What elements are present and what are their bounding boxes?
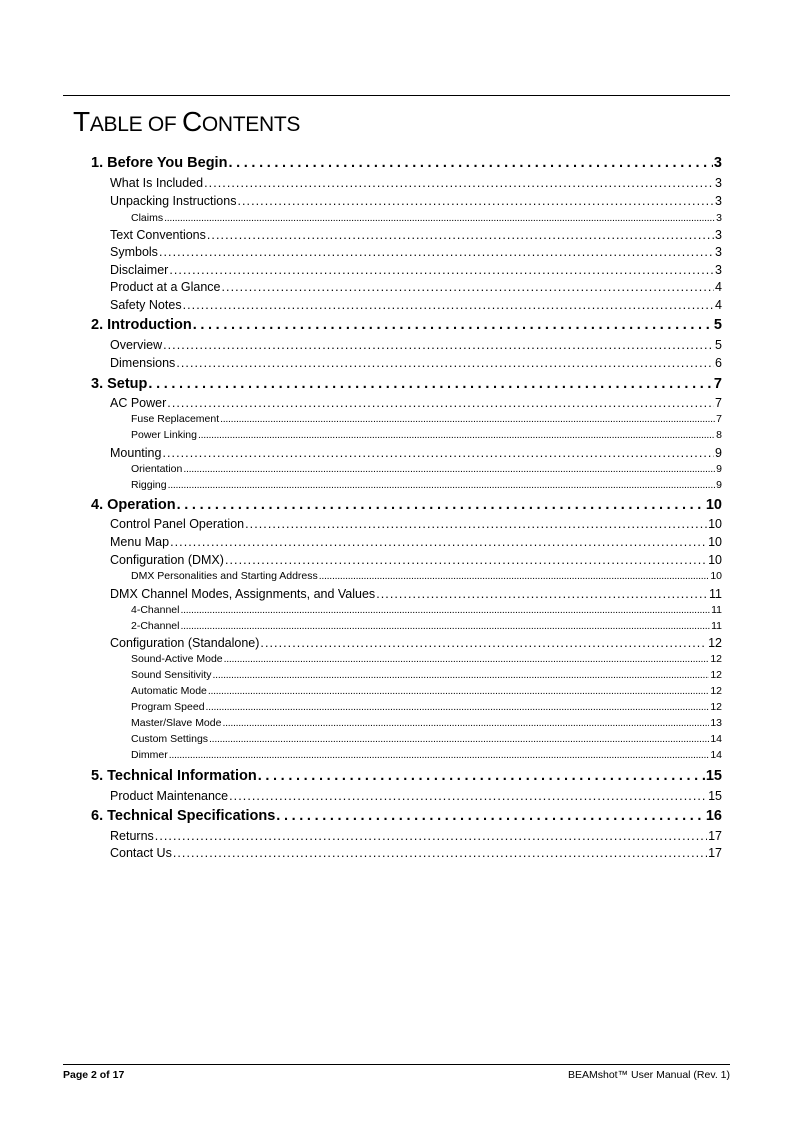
toc-entry-label: Master/Slave Mode — [131, 717, 222, 729]
toc-entry-label: Returns — [110, 829, 154, 843]
toc-entry-label: Product Maintenance — [110, 789, 229, 803]
toc-entry-level-2[interactable] — [110, 176, 722, 192]
toc-entry-page: 12 — [710, 669, 722, 681]
toc-dot-leader — [237, 194, 714, 208]
toc-entry-level-2[interactable] — [110, 636, 722, 652]
toc-dot-leader — [164, 212, 715, 224]
toc-dot-leader — [169, 749, 710, 761]
toc-entry-level-3[interactable] — [131, 570, 722, 583]
toc-dot-leader — [163, 338, 714, 352]
toc-dot-leader — [228, 155, 712, 171]
toc-entry-level-3[interactable] — [131, 717, 722, 730]
toc-entry-label: Unpacking Instructions — [110, 194, 237, 208]
toc-entry-page: 5 — [715, 338, 722, 352]
toc-entry-label: Program Speed — [131, 701, 205, 713]
toc-dot-leader — [319, 570, 710, 582]
toc-dot-leader — [224, 653, 710, 665]
toc-entry-page: 7 — [713, 376, 722, 392]
toc-entry-label: Power Linking — [131, 429, 197, 441]
toc-entry-label: What Is Included — [110, 176, 204, 190]
toc-entry-label: Text Conventions — [110, 228, 206, 242]
toc-entry-page: 12 — [710, 685, 722, 697]
toc-dot-leader — [260, 636, 707, 650]
toc-entry-level-1[interactable] — [91, 808, 722, 826]
toc-entry-label: Dimmer — [131, 749, 168, 761]
toc-entry-page: 10 — [708, 553, 722, 567]
toc-entry-page: 3 — [715, 263, 722, 277]
toc-entry-level-2[interactable] — [110, 356, 722, 372]
toc-dot-leader — [198, 429, 715, 441]
toc-entry-page: 12 — [708, 636, 722, 650]
toc-entry-label: 1. Before You Begin — [91, 155, 228, 171]
toc-entry-level-3[interactable] — [131, 479, 722, 492]
toc-entry-level-1[interactable] — [91, 317, 722, 335]
page-title — [73, 106, 300, 141]
toc-entry-level-3[interactable] — [131, 685, 722, 698]
toc-entry-level-2[interactable] — [110, 587, 722, 603]
toc-entry-level-2[interactable] — [110, 553, 722, 569]
toc-entry-level-3[interactable] — [131, 620, 722, 633]
toc-entry-level-1[interactable] — [91, 768, 722, 786]
toc-entry-label: Rigging — [131, 479, 167, 491]
toc-entry-label: 2. Introduction — [91, 317, 192, 333]
toc-dot-leader — [225, 553, 707, 567]
toc-dot-leader — [222, 717, 709, 729]
toc-entry-label: Contact Us — [110, 846, 172, 860]
toc-entry-label: 4-Channel — [131, 604, 180, 616]
toc-entry-label: Custom Settings — [131, 733, 209, 745]
toc-entry-label: Configuration (DMX) — [110, 553, 224, 567]
toc-dot-leader — [170, 535, 707, 549]
toc-entry-page: 9 — [716, 463, 722, 475]
toc-dot-leader — [206, 701, 710, 713]
toc-entry-level-3[interactable] — [131, 733, 722, 746]
toc-entry-page: 3 — [715, 194, 722, 208]
toc-entry-page: 12 — [710, 653, 722, 665]
toc-entry-page: 7 — [716, 413, 722, 425]
toc-dot-leader — [193, 317, 713, 333]
toc-entry-page: 10 — [708, 535, 722, 549]
toc-entry-page: 3 — [715, 176, 722, 190]
toc-dot-leader — [229, 789, 707, 803]
toc-entry-level-2[interactable] — [110, 846, 722, 862]
toc-entry-level-1[interactable] — [91, 497, 722, 515]
toc-entry-level-3[interactable] — [131, 701, 722, 714]
toc-entry-page: 10 — [705, 497, 722, 513]
toc-dot-leader — [276, 808, 705, 824]
toc-entry-label: Automatic Mode — [131, 685, 207, 697]
toc-entry-page: 10 — [710, 570, 722, 582]
toc-dot-leader — [183, 463, 715, 475]
toc-entry-label: Disclaimer — [110, 263, 169, 277]
toc-entry-page: 9 — [716, 479, 722, 491]
title-initial-t: T — [73, 106, 90, 137]
toc-entry-level-2[interactable] — [110, 446, 722, 462]
toc-entry-level-2[interactable] — [110, 789, 722, 805]
toc-entry-label: AC Power — [110, 396, 167, 410]
toc-entry-label: 5. Technical Information — [91, 768, 257, 784]
toc-entry-level-2[interactable] — [110, 280, 722, 296]
toc-entry-label: Safety Notes — [110, 298, 182, 312]
toc-entry-level-2[interactable] — [110, 298, 722, 314]
toc-dot-leader — [204, 176, 714, 190]
title-part-2: ONTENTS — [201, 113, 301, 136]
toc-entry-page: 4 — [715, 280, 722, 294]
toc-entry-level-3[interactable] — [131, 413, 722, 426]
toc-entry-page: 3 — [715, 228, 722, 242]
toc-entry-label: Fuse Replacement — [131, 413, 220, 425]
toc-entry-level-2[interactable] — [110, 535, 722, 551]
toc-entry-level-3[interactable] — [131, 212, 722, 225]
toc-entry-label: Dimensions — [110, 356, 176, 370]
toc-entry-level-3[interactable] — [131, 749, 722, 762]
toc-entry-label: Claims — [131, 212, 164, 224]
toc-entry-label: Sound Sensitivity — [131, 669, 212, 681]
toc-dot-leader — [180, 620, 710, 632]
toc-entry-label: Symbols — [110, 245, 158, 259]
toc-entry-level-1[interactable] — [91, 376, 722, 394]
toc-entry-label: Menu Map — [110, 535, 170, 549]
toc-entry-page: 11 — [711, 620, 722, 632]
toc-entry-page: 6 — [715, 356, 722, 370]
toc-entry-page: 3 — [715, 245, 722, 259]
toc-entry-page: 12 — [710, 701, 722, 713]
toc-entry-label: Overview — [110, 338, 163, 352]
toc-entry-page: 17 — [708, 829, 722, 843]
toc-dot-leader — [177, 497, 705, 513]
toc-dot-leader — [162, 446, 714, 460]
toc-entry-page: 16 — [705, 808, 722, 824]
toc-entry-label: Configuration (Standalone) — [110, 636, 260, 650]
toc-dot-leader — [245, 517, 707, 531]
footer-manual-title: BEAMshot™ User Manual (Rev. 1) — [567, 1069, 730, 1081]
toc-dot-leader — [209, 733, 709, 745]
toc-dot-leader — [167, 396, 714, 410]
toc-entry-page: 14 — [710, 733, 722, 745]
toc-entry-page: 3 — [713, 155, 722, 171]
toc-entry-page: 11 — [711, 604, 722, 616]
toc-entry-page: 5 — [713, 317, 722, 333]
toc-entry-level-3[interactable] — [131, 429, 722, 442]
toc-entry-level-2[interactable] — [110, 263, 722, 279]
toc-entry-page: 7 — [715, 396, 722, 410]
toc-dot-leader — [221, 280, 714, 294]
title-part-1: ABLE OF — [89, 113, 182, 136]
toc-entry-level-2[interactable] — [110, 245, 722, 261]
toc-entry-level-2[interactable] — [110, 194, 722, 210]
toc-entry-label: Product at a Glance — [110, 280, 221, 294]
header-rule — [63, 95, 730, 96]
toc-dot-leader — [155, 829, 707, 843]
toc-entry-level-3[interactable] — [131, 463, 722, 476]
toc-entry-level-2[interactable] — [110, 829, 722, 845]
footer-page-number: Page 2 of 17 — [63, 1069, 125, 1081]
toc-entry-level-2[interactable] — [110, 396, 722, 412]
toc-dot-leader — [169, 263, 714, 277]
toc-entry-label: 2-Channel — [131, 620, 180, 632]
toc-entry-level-3[interactable] — [131, 653, 722, 666]
toc-entry-label: Sound-Active Mode — [131, 653, 223, 665]
toc-dot-leader — [207, 228, 714, 242]
toc-entry-level-1[interactable] — [91, 155, 722, 173]
toc-entry-level-3[interactable] — [131, 669, 722, 682]
toc-entry-page: 9 — [715, 446, 722, 460]
toc-entry-page: 15 — [708, 789, 722, 803]
toc-entry-page: 8 — [716, 429, 722, 441]
toc-dot-leader — [159, 245, 714, 259]
toc-entry-level-2[interactable] — [110, 338, 722, 354]
toc-entry-label: 6. Technical Specifications — [91, 808, 276, 824]
toc-entry-page: 11 — [709, 587, 722, 601]
toc-dot-leader — [376, 587, 708, 601]
toc-entry-label: 4. Operation — [91, 497, 176, 513]
toc-dot-leader — [220, 413, 715, 425]
toc-entry-label: Orientation — [131, 463, 183, 475]
toc-entry-label: 3. Setup — [91, 376, 148, 392]
toc-entry-label: Control Panel Operation — [110, 517, 245, 531]
toc-dot-leader — [183, 298, 714, 312]
toc-dot-leader — [213, 669, 710, 681]
toc-dot-leader — [258, 768, 705, 784]
toc-entry-page: 17 — [708, 846, 722, 860]
toc-dot-leader — [168, 479, 716, 491]
toc-entry-page: 10 — [708, 517, 722, 531]
toc-dot-leader — [148, 376, 713, 392]
toc-entry-level-2[interactable] — [110, 517, 722, 533]
toc-entry-label: DMX Channel Modes, Assignments, and Values — [110, 587, 376, 601]
toc-dot-leader — [180, 604, 710, 616]
footer-rule — [63, 1064, 730, 1065]
toc-entry-page: 3 — [716, 212, 722, 224]
toc-entry-level-2[interactable] — [110, 228, 722, 244]
toc-dot-leader — [176, 356, 714, 370]
toc-entry-level-3[interactable] — [131, 604, 722, 617]
toc-entry-page: 15 — [705, 768, 722, 784]
toc-entry-label: Mounting — [110, 446, 162, 460]
toc-entry-label: DMX Personalities and Starting Address — [131, 570, 318, 582]
toc-entry-page: 14 — [710, 749, 722, 761]
toc-dot-leader — [173, 846, 707, 860]
toc-entry-page: 4 — [715, 298, 722, 312]
title-initial-c: C — [181, 106, 202, 137]
toc-entry-page: 13 — [710, 717, 722, 729]
toc-dot-leader — [208, 685, 709, 697]
